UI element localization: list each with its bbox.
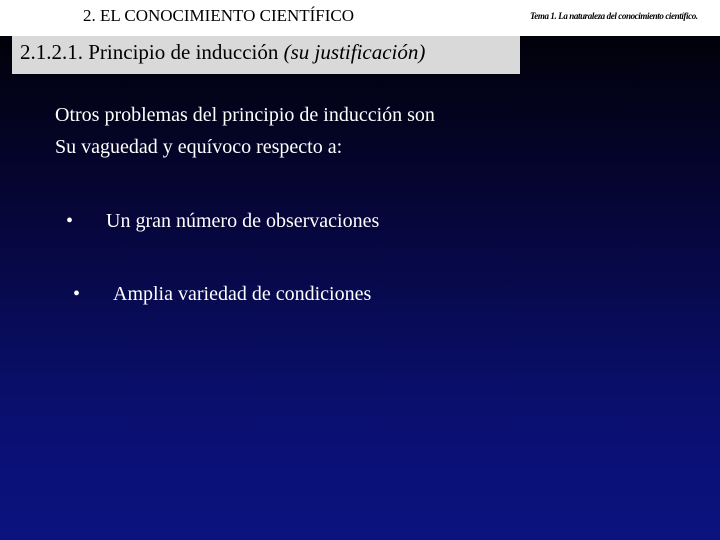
bullet-marker-2: •	[73, 283, 81, 305]
body-line-1: Otros problemas del principio de inducción son	[55, 104, 435, 126]
bullet-marker-1: •	[66, 210, 74, 232]
slide-header-title: 2. EL CONOCIMIENTO CIENTÍFICO	[83, 6, 355, 25]
section-title-italic: (su justificación)	[283, 40, 426, 64]
bullet-item-1: Un gran número de observaciones	[106, 210, 380, 232]
section-title	[20, 40, 425, 65]
section-title-main: 2.1.2.1. Principio de inducción	[20, 40, 284, 64]
bullet-item-2: Amplia variedad de condiciones	[113, 283, 372, 305]
slide-header-subtitle: Tema 1. La naturaleza del conocimiento científico.	[530, 11, 698, 21]
body-line-2: Su vaguedad y equívoco respecto a:	[55, 136, 343, 158]
body-paragraph	[55, 99, 435, 163]
